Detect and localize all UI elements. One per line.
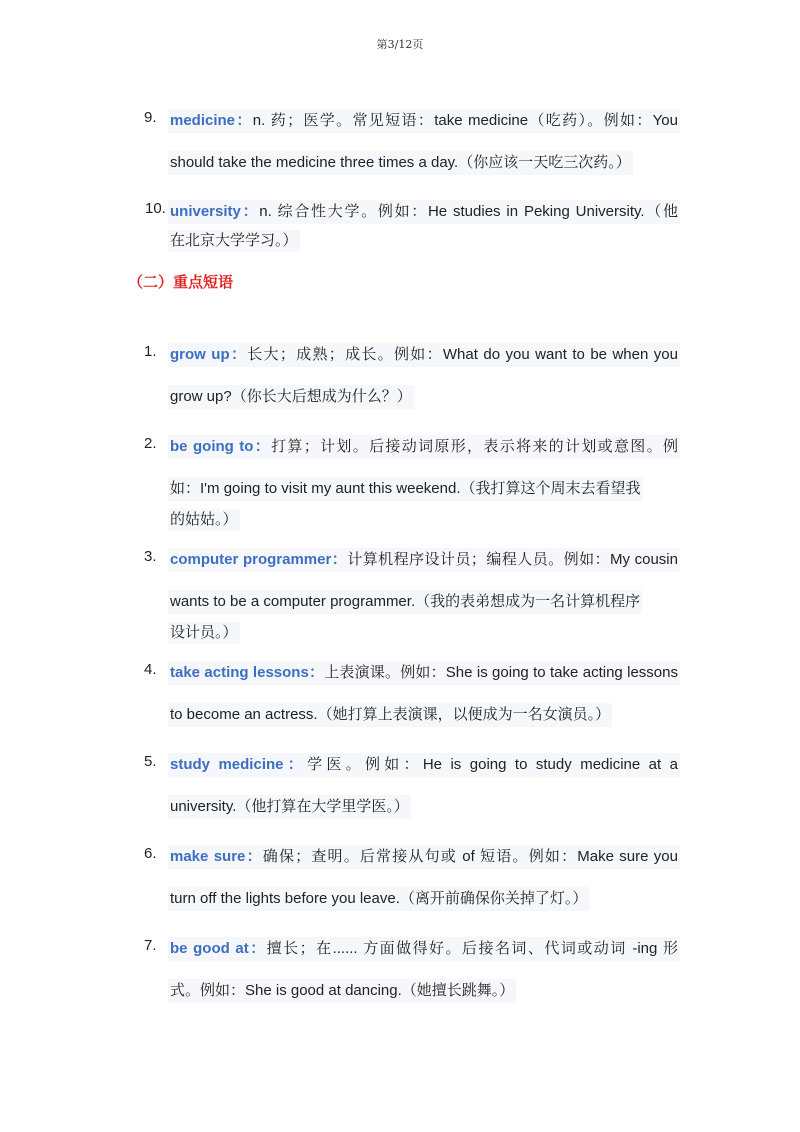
- list-item-make-sure: 6. make sure：确保；查明。后常接从句或 of 短语。例如：Make sure you turn off the lights before you leave.（离开前确保你关掉了灯。）: [170, 845, 680, 915]
- definition-line: 的姑姑。）: [168, 509, 240, 531]
- definition-line: 擅长；在...... 方面做得好。后接名词、代词或动词 -ing 形: [266, 940, 678, 957]
- term: university: [170, 203, 241, 220]
- definition-line: 计算机程序设计员；编程人员。例如：My cousin: [347, 551, 678, 568]
- item-number: 5.: [144, 753, 157, 770]
- definition-line: turn off the lights before you leave.（离开前确保你关掉了灯。）: [168, 887, 589, 911]
- list-item-medicine: 9. medicine：n. 药；医学。常见短语：take medicine（吃药）。例如：You should take the medicine three times a day.（你应该一天吃三次药。）: [170, 109, 680, 179]
- term: grow up: [170, 346, 230, 363]
- term: take acting lessons: [170, 664, 309, 681]
- section-title: （二）重点短语: [128, 273, 234, 291]
- definition-line: n. 药；医学。常见短语：take medicine（吃药）。例如：You: [252, 112, 678, 129]
- term: computer programmer: [170, 551, 332, 568]
- definition-line: 打算；计划。后接动词原形，表示将来的计划或意图。例: [271, 438, 678, 455]
- definition-line: wants to be a computer programmer.（我的表弟想成为一名计算机程序: [168, 590, 642, 614]
- item-number: 9.: [144, 109, 157, 126]
- term: be good at: [170, 940, 249, 957]
- item-number: 7.: [144, 937, 157, 954]
- definition-line: 长大；成熟；成长。例如：What do you want to be when you: [247, 346, 678, 363]
- definition-line: should take the medicine three times a day.（你应该一天吃三次药。）: [168, 151, 633, 175]
- list-item-study-medicine: 5. study medicine：学医。例如：He is going to study medicine at a university.（他打算在大学里学医。）: [170, 753, 680, 823]
- list-item-university: 10. university：n. 综合性大学。例如：He studies in Peking University.（他 在北京大学学习。）: [170, 200, 680, 256]
- item-number: 6.: [144, 845, 157, 862]
- item-number: 4.: [144, 661, 157, 678]
- list-item-computer-programmer: 3. computer programmer：计算机程序设计员；编程人员。例如：My cousin wants to be a computer programmer.（我的表弟想成为一名计算机程序 设计员。）: [170, 548, 680, 648]
- term: study medicine: [170, 756, 284, 773]
- definition-line: 学医。例如：He is going to study medicine at a: [307, 756, 678, 773]
- definition-line: 设计员。）: [168, 622, 240, 644]
- item-number: 10.: [145, 200, 166, 217]
- definition-line: n. 综合性大学。例如：He studies in Peking University.（他: [259, 203, 678, 220]
- definition-line: university.（他打算在大学里学医。）: [168, 795, 411, 819]
- list-item-grow-up: 1. grow up：长大；成熟；成长。例如：What do you want to be when you grow up?（你长大后想成为什么？）: [170, 343, 680, 413]
- item-number: 3.: [144, 548, 157, 565]
- list-item-take-acting-lessons: 4. take acting lessons：上表演课。例如：She is going to take acting lessons to become an actress.（她打算上表演课，以便成为一名女演员。）: [170, 661, 680, 731]
- list-item-be-going-to: 2. be going to：打算；计划。后接动词原形，表示将来的计划或意图。例 如：I'm going to visit my aunt this weekend.（我打算这个周末去看望我 的姑姑。）: [170, 435, 680, 535]
- term: medicine: [170, 112, 236, 129]
- item-number: 2.: [144, 435, 157, 452]
- definition-line: 在北京大学学习。）: [168, 230, 300, 252]
- term: be going to: [170, 438, 254, 455]
- definition-line: 式。例如：She is good at dancing.（她擅长跳舞。）: [168, 979, 516, 1003]
- definition-line: to become an actress.（她打算上表演课，以便成为一名女演员。）: [168, 703, 612, 727]
- list-item-be-good-at: 7. be good at：擅长；在...... 方面做得好。后接名词、代词或动词 -ing 形 式。例如：She is good at dancing.（她擅长跳舞。）: [170, 937, 680, 1007]
- page-number-header: 第3/12页: [376, 38, 424, 51]
- definition-line: 如：I'm going to visit my aunt this weekend.（我打算这个周末去看望我: [168, 477, 643, 501]
- item-number: 1.: [144, 343, 157, 360]
- definition-line: grow up?（你长大后想成为什么？）: [168, 385, 414, 409]
- definition-line: 确保；查明。后常接从句或 of 短语。例如：Make sure you: [262, 848, 678, 865]
- definition-line: 上表演课。例如：She is going to take acting lessons: [324, 664, 678, 681]
- term: make sure: [170, 848, 246, 865]
